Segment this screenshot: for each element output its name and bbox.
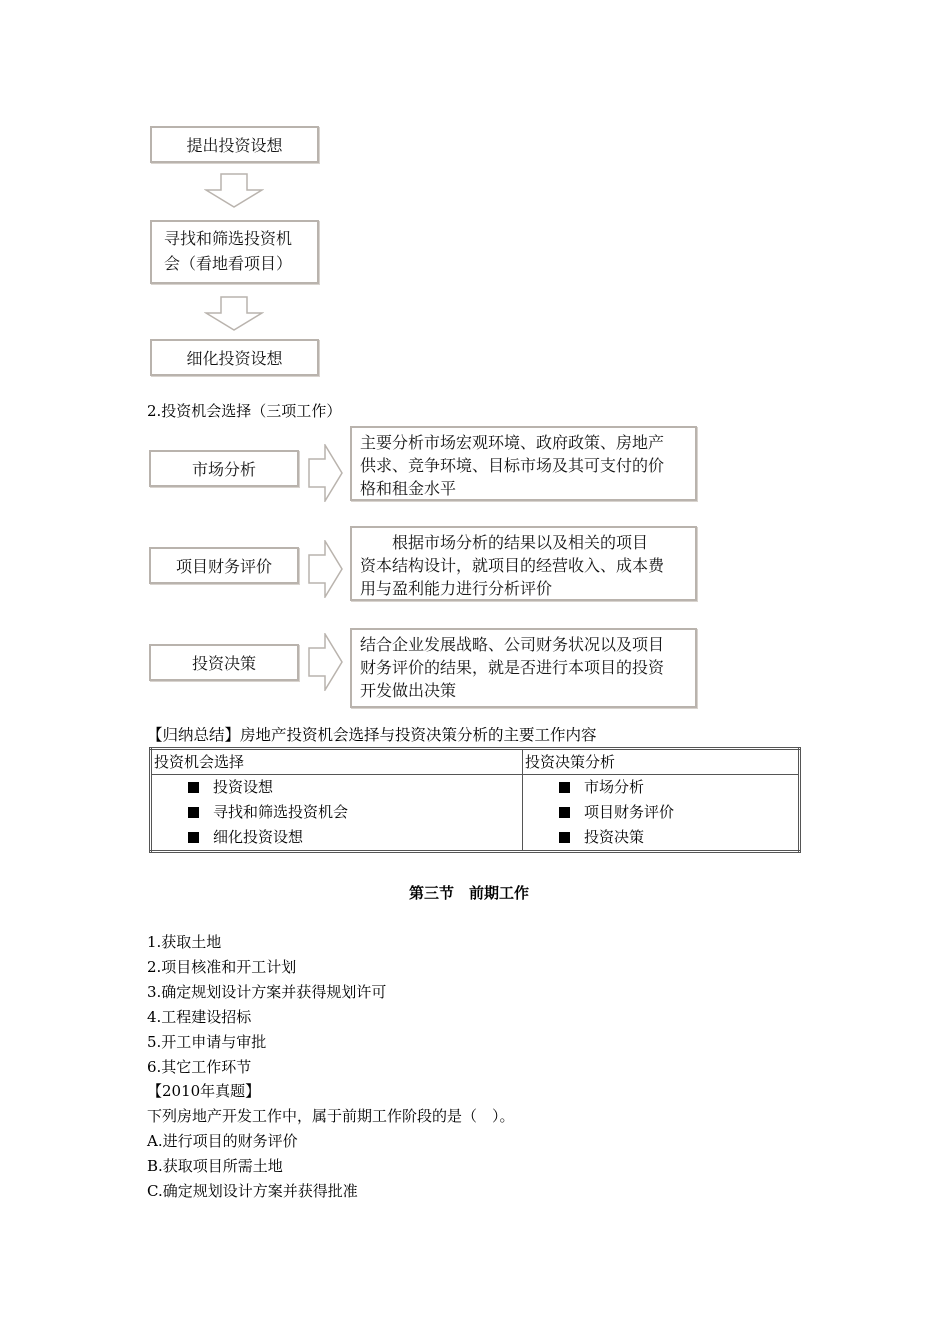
right-arrow-icon [308, 633, 344, 691]
list-item: 1.获取土地 [147, 933, 222, 951]
flow-step-label: 提出投资设想 [186, 136, 283, 155]
work-label-decision [149, 644, 299, 681]
exam-tag: 【2010年真题】 [147, 1082, 261, 1100]
flow-step-search [150, 220, 319, 284]
list-item: 寻找和筛选投资机会 [152, 800, 522, 825]
down-arrow-icon [204, 296, 264, 332]
answer-option: C.确定规划设计方案并获得批准 [147, 1182, 358, 1200]
square-bullet-icon [559, 807, 570, 818]
flow-step-label-line: 寻找和筛选投资机 [164, 229, 293, 248]
list-item: 2.项目核准和开工计划 [147, 958, 297, 976]
list-item: 细化投资设想 [152, 825, 522, 850]
description-line: 供求、竞争环境、目标市场及其可支付的价 [360, 456, 665, 475]
list-item: 3.确定规划设计方案并获得规划许可 [147, 983, 387, 1001]
square-bullet-icon [188, 782, 199, 793]
work-description-financial [350, 526, 697, 601]
flow-step-refine [150, 339, 319, 376]
list-item: 市场分析 [523, 775, 798, 800]
work-label: 市场分析 [191, 460, 256, 479]
flow-step-label: 细化投资设想 [186, 349, 283, 368]
down-arrow-icon [204, 173, 264, 209]
work-description-market [350, 426, 697, 501]
answer-option: B.获取项目所需土地 [147, 1157, 283, 1175]
work-label: 投资决策 [191, 654, 256, 673]
table-cell [523, 775, 800, 852]
summary-table [149, 747, 801, 853]
right-arrow-icon [308, 444, 344, 502]
square-bullet-icon [559, 782, 570, 793]
section-title: 2.投资机会选择（三项工作） [147, 402, 342, 420]
list-item: 投资设想 [152, 775, 522, 800]
square-bullet-icon [188, 832, 199, 843]
section-heading: 第三节 前期工作 [409, 884, 530, 902]
work-label: 项目财务评价 [175, 557, 272, 576]
flow-step-propose [150, 126, 319, 163]
square-bullet-icon [559, 832, 570, 843]
summary-title: 【归纳总结】房地产投资机会选择与投资决策分析的主要工作内容 [147, 726, 597, 744]
list-item: 项目财务评价 [523, 800, 798, 825]
right-arrow-icon [308, 540, 344, 598]
list-item: 5.开工申请与审批 [147, 1033, 267, 1051]
description-line: 格和租金水平 [360, 479, 457, 498]
square-bullet-icon [188, 807, 199, 818]
work-label-financial [149, 547, 299, 584]
answer-option: A.进行项目的财务评价 [147, 1132, 298, 1150]
list-item: 投资决策 [523, 825, 798, 850]
work-label-market [149, 450, 299, 487]
list-item: 6.其它工作环节 [147, 1058, 252, 1076]
list-item: 4.工程建设招标 [147, 1008, 252, 1026]
description-line: 根据市场分析的结果以及相关的项目 [360, 533, 649, 552]
description-line: 财务评价的结果，就是否进行本项目的投资 [360, 658, 665, 677]
table-header: 投资机会选择 [151, 749, 523, 775]
description-line: 主要分析市场宏观环境、政府政策、房地产 [360, 433, 665, 452]
description-line: 用与盈利能力进行分析评价 [360, 579, 553, 598]
flow-step-label-line: 会（看地看项目） [164, 254, 293, 273]
question-text: 下列房地产开发工作中，属于前期工作阶段的是（ ）。 [147, 1107, 515, 1125]
description-line: 资本结构设计，就项目的经营收入、成本费 [360, 556, 665, 575]
table-cell [151, 775, 523, 852]
description-line: 开发做出决策 [360, 681, 457, 700]
table-header: 投资决策分析 [523, 749, 800, 775]
description-line: 结合企业发展战略、公司财务状况以及项目 [360, 635, 665, 654]
work-description-decision [350, 628, 697, 708]
